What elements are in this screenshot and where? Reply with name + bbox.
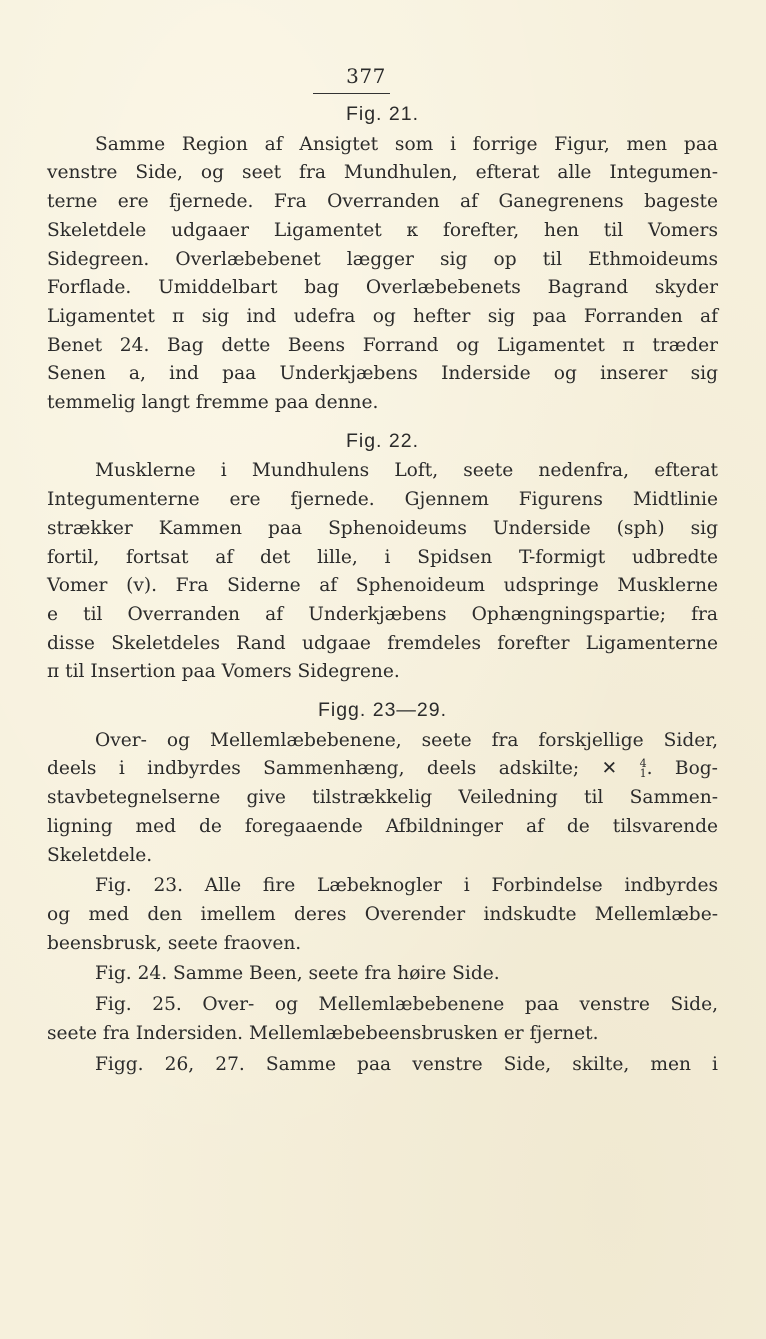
fig22-paragraph	[47, 457, 718, 687]
fig26-27-paragraph	[47, 1051, 718, 1080]
fig22-line: fortil, fortsat af det lille, i Spidsen T-formigt udbredte	[47, 546, 718, 568]
fig21-paragraph	[47, 131, 718, 418]
times-sign-icon: ✕	[601, 758, 618, 780]
intro-line-text: deels i indbyrdes Sammenhæng, deels adskilte;	[47, 758, 580, 780]
fig21-line: Ligamentet π sig ind udefra og hefter sig paa Forranden af	[47, 305, 718, 327]
fig25-line: Fig. 25. Over- og Mellemlæbebenene paa venstre Side,	[95, 994, 718, 1016]
figs23-29-heading: Figg. 23—29.	[317, 699, 448, 722]
fig23-line: beensbrusk, seete fraoven.	[47, 932, 302, 954]
intro-line: stavbetegnelserne give tilstrækkelig Veiledning til Sammen-	[47, 787, 718, 809]
fig25-line: seete fra Indersiden. Mellemlæbebeensbrusken er fjernet.	[47, 1022, 599, 1044]
fig21-line: Skeletdele udgaaer Ligamentet κ forefter, hen til Vomers	[47, 219, 718, 241]
fig21-line: temmelig langt fremme paa denne.	[47, 392, 379, 414]
fig25-paragraph	[47, 991, 718, 1048]
fig23-paragraph	[47, 872, 718, 958]
scale-fraction	[640, 759, 647, 779]
fig23-line: og med den imellem deres Overender indskudte Mellemlæbe-	[47, 903, 718, 925]
intro-line: Skeletdele.	[47, 844, 153, 866]
intro-line: Over- og Mellemlæbebenene, seete fra forskjellige Sider,	[95, 729, 718, 751]
fig21-line: terne ere fjernede. Fra Overranden af Ganegrenens bageste	[47, 191, 718, 213]
fig22-line: Integumenterne ere fjernede. Gjennem Figurens Midtlinie	[47, 489, 718, 511]
fig22-line: π til Insertion paa Vomers Sidegrene.	[47, 661, 400, 683]
fig22-line: strækker Kammen paa Sphenoideums Underside (sph) sig	[47, 517, 718, 539]
fig21-line: Sidegreen. Overlæbebenet lægger sig op til Ethmoideums	[47, 248, 718, 270]
fig24-line: Fig. 24. Samme Been, seete fra høire Side.	[95, 963, 500, 985]
fig26-27-line: Figg. 26, 27. Samme paa venstre Side, skilte, men i	[95, 1053, 718, 1075]
page-number-rule	[313, 93, 390, 94]
fig21-line: Samme Region af Ansigtet som i forrige Figur, men paa	[95, 133, 718, 155]
fraction-denominator: 1	[639, 767, 647, 781]
figs23-29-intro	[47, 727, 718, 871]
page-number: 377	[346, 64, 386, 88]
fig21-line: venstre Side, og seet fra Mundhulen, efterat alle Integumen-	[47, 162, 718, 184]
text-column	[47, 100, 718, 1079]
fig21-line: Senen a, ind paa Underkjæbens Inderside og inserer sig	[47, 363, 718, 385]
fig21-line: Benet 24. Bag dette Beens Forrand og Ligamentet π træder	[47, 334, 718, 356]
fig22-line: Vomer (v). Fra Siderne af Sphenoideum udspringe Musklerne	[47, 575, 718, 597]
fig22-line: e til Overranden af Underkjæbens Ophængningspartie; fra	[47, 603, 718, 625]
fig22-heading: Fig. 22.	[345, 429, 420, 452]
bog-suffix: . Bog-	[646, 758, 718, 780]
fig23-line: Fig. 23. Alle fire Læbeknogler i Forbindelse indbyrdes	[95, 875, 718, 897]
fraction-numerator: 4	[639, 757, 647, 771]
intro-line-with-scale	[47, 755, 718, 784]
fig22-line: Musklerne i Mundhulens Loft, seete nedenfra, efterat	[95, 460, 718, 482]
fig21-heading: Fig. 21.	[345, 103, 420, 125]
fig24-paragraph	[47, 960, 718, 989]
fig21-line: Forflade. Umiddelbart bag Overlæbebenets Bagrand skyder	[47, 277, 718, 299]
intro-line: ligning med de foregaaende Afbildninger af de tilsvarende	[47, 815, 718, 837]
fig22-line: disse Skeletdeles Rand udgaae fremdeles forefter Ligamenterne	[47, 632, 718, 654]
